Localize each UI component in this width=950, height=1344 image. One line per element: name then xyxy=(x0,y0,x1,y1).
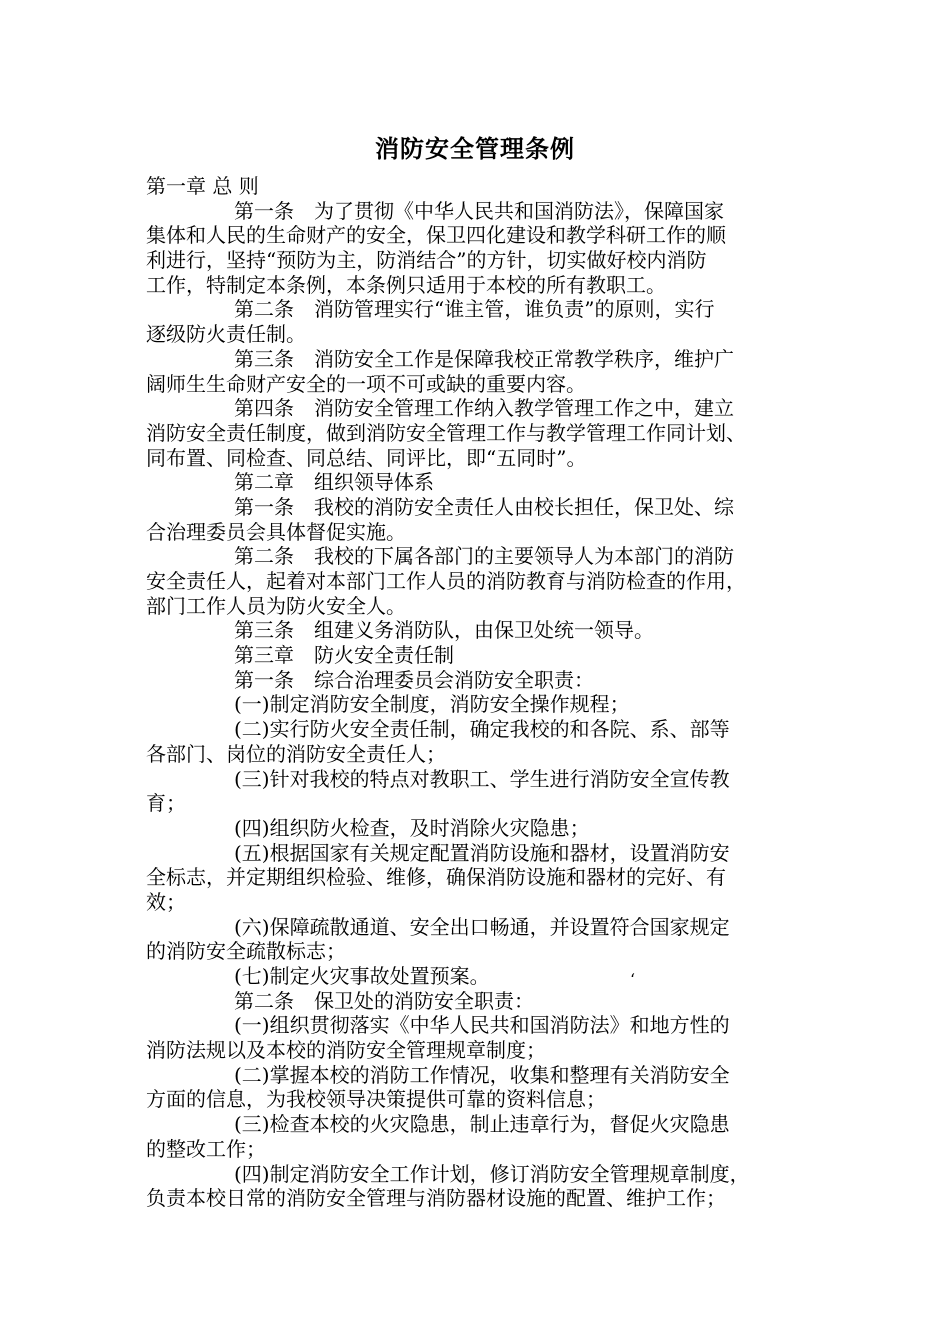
text-line: 第三条 组建义务消防队，由保卫处统一领导。 xyxy=(234,618,654,643)
text-line: (二)掌握本校的消防工作情况，收集和整理有关消防安全 xyxy=(234,1062,730,1087)
text-line: (六)保障疏散通道、安全出口畅通，并设置符合国家规定 xyxy=(234,914,730,939)
text-line: 第一章 总 则 xyxy=(146,174,259,198)
text-line: (五)根据国家有关规定配置消防设施和器材，设置消防安 xyxy=(234,840,730,865)
text-line: (一)制定消防安全制度，消防安全操作规程； xyxy=(234,692,630,717)
text-line: 消防安全责任制度，做到消防安全管理工作与教学管理工作同计划、 xyxy=(146,420,746,445)
text-line: 全标志，并定期组织检验、维修，确保消防设施和器材的完好、有 xyxy=(146,865,726,890)
text-line: 第一条 综合治理委员会消防安全职责： xyxy=(234,667,594,692)
text-line: 第二条 保卫处的消防安全职责： xyxy=(234,988,534,1013)
text-line: 同布置、同检查、同总结、同评比，即“五同时”。 xyxy=(146,445,587,470)
text-line: 第二章 组织领导体系 xyxy=(234,470,434,495)
text-line: 工作，特制定本条例，本条例只适用于本校的所有教职工。 xyxy=(146,272,666,297)
text-line: 逐级防火责任制。 xyxy=(146,322,306,347)
text-line: (三)针对我校的特点对教职工、学生进行消防安全宣传教 xyxy=(234,766,730,791)
text-line: 阔师生生命财产安全的一项不可或缺的重要内容。 xyxy=(146,371,586,396)
text-line: (四)组织防火检查，及时消除火灾隐患； xyxy=(234,815,590,840)
text-line: 的整改工作； xyxy=(146,1136,266,1161)
text-line: 合治理委员会具体督促实施。 xyxy=(146,519,406,544)
text-line: 的消防安全疏散标志； xyxy=(146,939,346,964)
text-line: 部门工作人员为防火安全人。 xyxy=(146,593,406,618)
text-line: (三)检查本校的火灾隐患，制止违章行为，督促火灾隐患 xyxy=(234,1112,730,1137)
text-line: 利进行，坚持“预防为主，防消结合”的方针，切实做好校内消防 xyxy=(146,248,707,273)
text-line: (七)制定火灾事故处置预案。 xyxy=(234,964,490,988)
text-line: 第二条 消防管理实行“谁主管，谁负责”的原则，实行 xyxy=(234,297,715,322)
text-line: 效； xyxy=(146,889,186,914)
text-line: 安全责任人，起着对本部门工作人员的消防教育与消防检查的作用， xyxy=(146,569,746,593)
text-line: 第三条 消防安全工作是保障我校正常教学秩序，维护广 xyxy=(234,346,734,371)
document-body xyxy=(146,174,810,1211)
text-line: (一)组织贯彻落实《中华人民共和国消防法》和地方性的 xyxy=(234,1013,730,1038)
stray-mark: ‘ xyxy=(630,970,636,989)
text-line: 第二条 我校的下属各部门的主要领导人为本部门的消防 xyxy=(234,544,734,569)
text-line: 集体和人民的生命财产的安全，保卫四化建设和教学科研工作的顺 xyxy=(146,223,726,248)
text-line: 方面的信息，为我校领导决策提供可靠的资料信息； xyxy=(146,1087,606,1112)
text-line: 负责本校日常的消防安全管理与消防器材设施的配置、维护工作； xyxy=(146,1186,726,1211)
text-line: 育； xyxy=(146,791,186,816)
text-line: 消防法规以及本校的消防安全管理规章制度； xyxy=(146,1038,546,1063)
text-line: 第三章 防火安全责任制 xyxy=(234,643,454,668)
text-line: 第四条 消防安全管理工作纳入教学管理工作之中，建立 xyxy=(234,396,734,421)
text-line: (二)实行防火安全责任制，确定我校的和各院、系、部等 xyxy=(234,717,730,742)
document-title: 消防安全管理条例 xyxy=(375,134,575,163)
text-line: 各部门、岗位的消防安全责任人； xyxy=(146,741,446,766)
text-line: (四)制定消防安全工作计划，修订消防安全管理规章制度， xyxy=(234,1161,750,1186)
text-line: 第一条 我校的消防安全责任人由校长担任，保卫处、综 xyxy=(234,494,734,519)
text-line: 第一条 为了贯彻《中华人民共和国消防法》，保障国家 xyxy=(234,198,724,223)
